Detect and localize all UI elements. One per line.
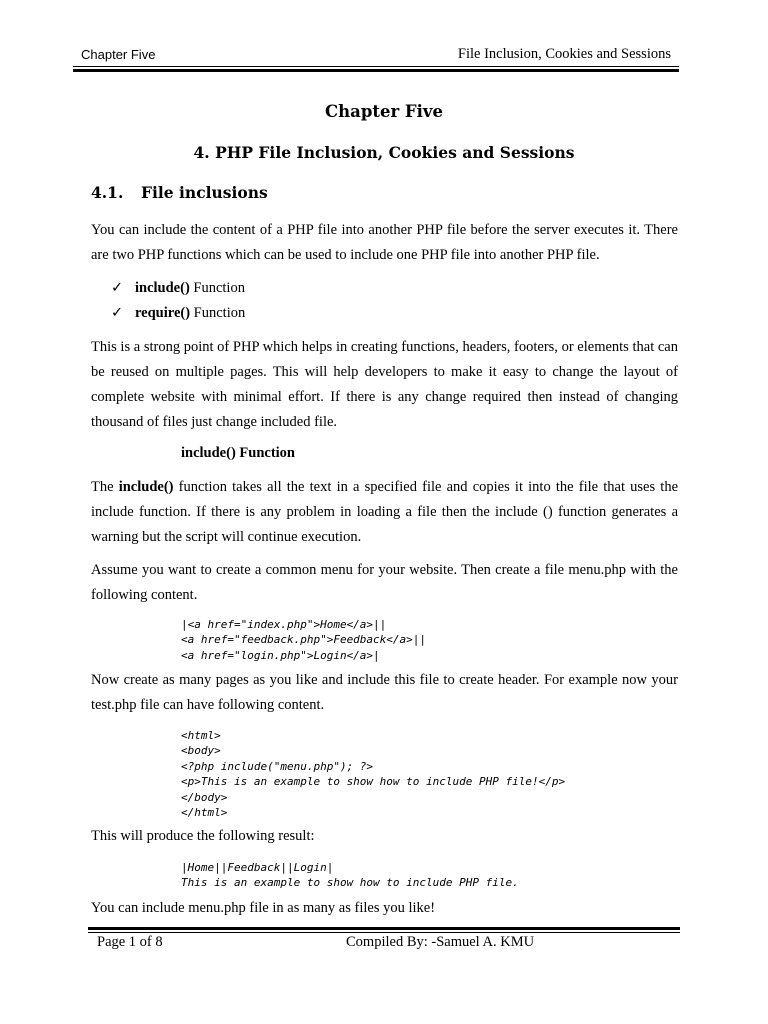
chapter-heading: Chapter Five [325, 102, 443, 121]
header-rule-thick [73, 69, 679, 72]
footer-compiled-by: Compiled By: -Samuel A. KMU [346, 934, 535, 950]
bullet-include [111, 280, 245, 297]
running-header-topic: File Inclusion, Cookies and Sessions [457, 46, 671, 62]
section-title: File inclusions [141, 183, 268, 202]
code-block-result: |Home||Feedback||Login| This is an example to show how to include PHP file. [181, 861, 519, 890]
result-paragraph: This will produce the following result: [91, 828, 315, 844]
checkmark-icon: ✓ [111, 305, 124, 321]
final-paragraph: You can include menu.php file in as many as files you like! [91, 900, 436, 916]
bullet-text: Function [189, 280, 245, 296]
bullet-bold: include() [135, 280, 190, 296]
header-rule-thin [73, 66, 679, 67]
footer-rule-thin [88, 932, 680, 933]
code-block-menu: |<a href="index.php">Home</a>|| <a href="feedback.php">Feedback</a>|| <a href="login.php">Login</a>| [181, 618, 427, 662]
include-para-prefix: The [91, 479, 119, 495]
page-number: Page 1 of 8 [97, 934, 163, 950]
section-number: 4.1. [91, 183, 124, 202]
running-header-chapter: Chapter Five [81, 47, 156, 62]
pages-paragraph: Now create as many pages as you like and include this file to create header. For example now your test.php file can have following content. [91, 672, 678, 713]
footer-rule-thick [88, 927, 680, 930]
include-para-bold: include() [118, 479, 174, 495]
intro-paragraph: You can include the content of a PHP file into another PHP file before the server executes it. There are two PHP functions which can be used to include one PHP file into another PHP file. [91, 222, 678, 263]
include-paragraph [91, 475, 678, 550]
strong-point-paragraph: This is a strong point of PHP which helps in creating functions, headers, footers, or elements that can be reused on multiple pages. This will help developers to make it easy to change the layout of complete website with minimal effort. If there is any change required then instead of changing thousand of files just change included file. [91, 339, 678, 430]
include-function-heading: include() Function [181, 445, 295, 461]
bullet-bold: require() [135, 305, 191, 321]
bullet-text: Function [190, 305, 246, 321]
chapter-title: 4. PHP File Inclusion, Cookies and Sessions [193, 143, 575, 162]
menu-paragraph: Assume you want to create a common menu for your website. Then create a file menu.php with the following content. [91, 562, 678, 603]
bullet-require [111, 305, 245, 322]
code-block-test: <html> <body> <?php include("menu.php"); ?> <p>This is an example to show how to include PHP file!</p> </body> </html> [181, 729, 566, 820]
checkmark-icon: ✓ [111, 280, 124, 296]
include-para-rest: function takes all the text in a specified file and copies it into the file that uses the include function. If there is any problem in loading a file then the include () function generates a warning but the script will continue execution. [91, 479, 678, 545]
